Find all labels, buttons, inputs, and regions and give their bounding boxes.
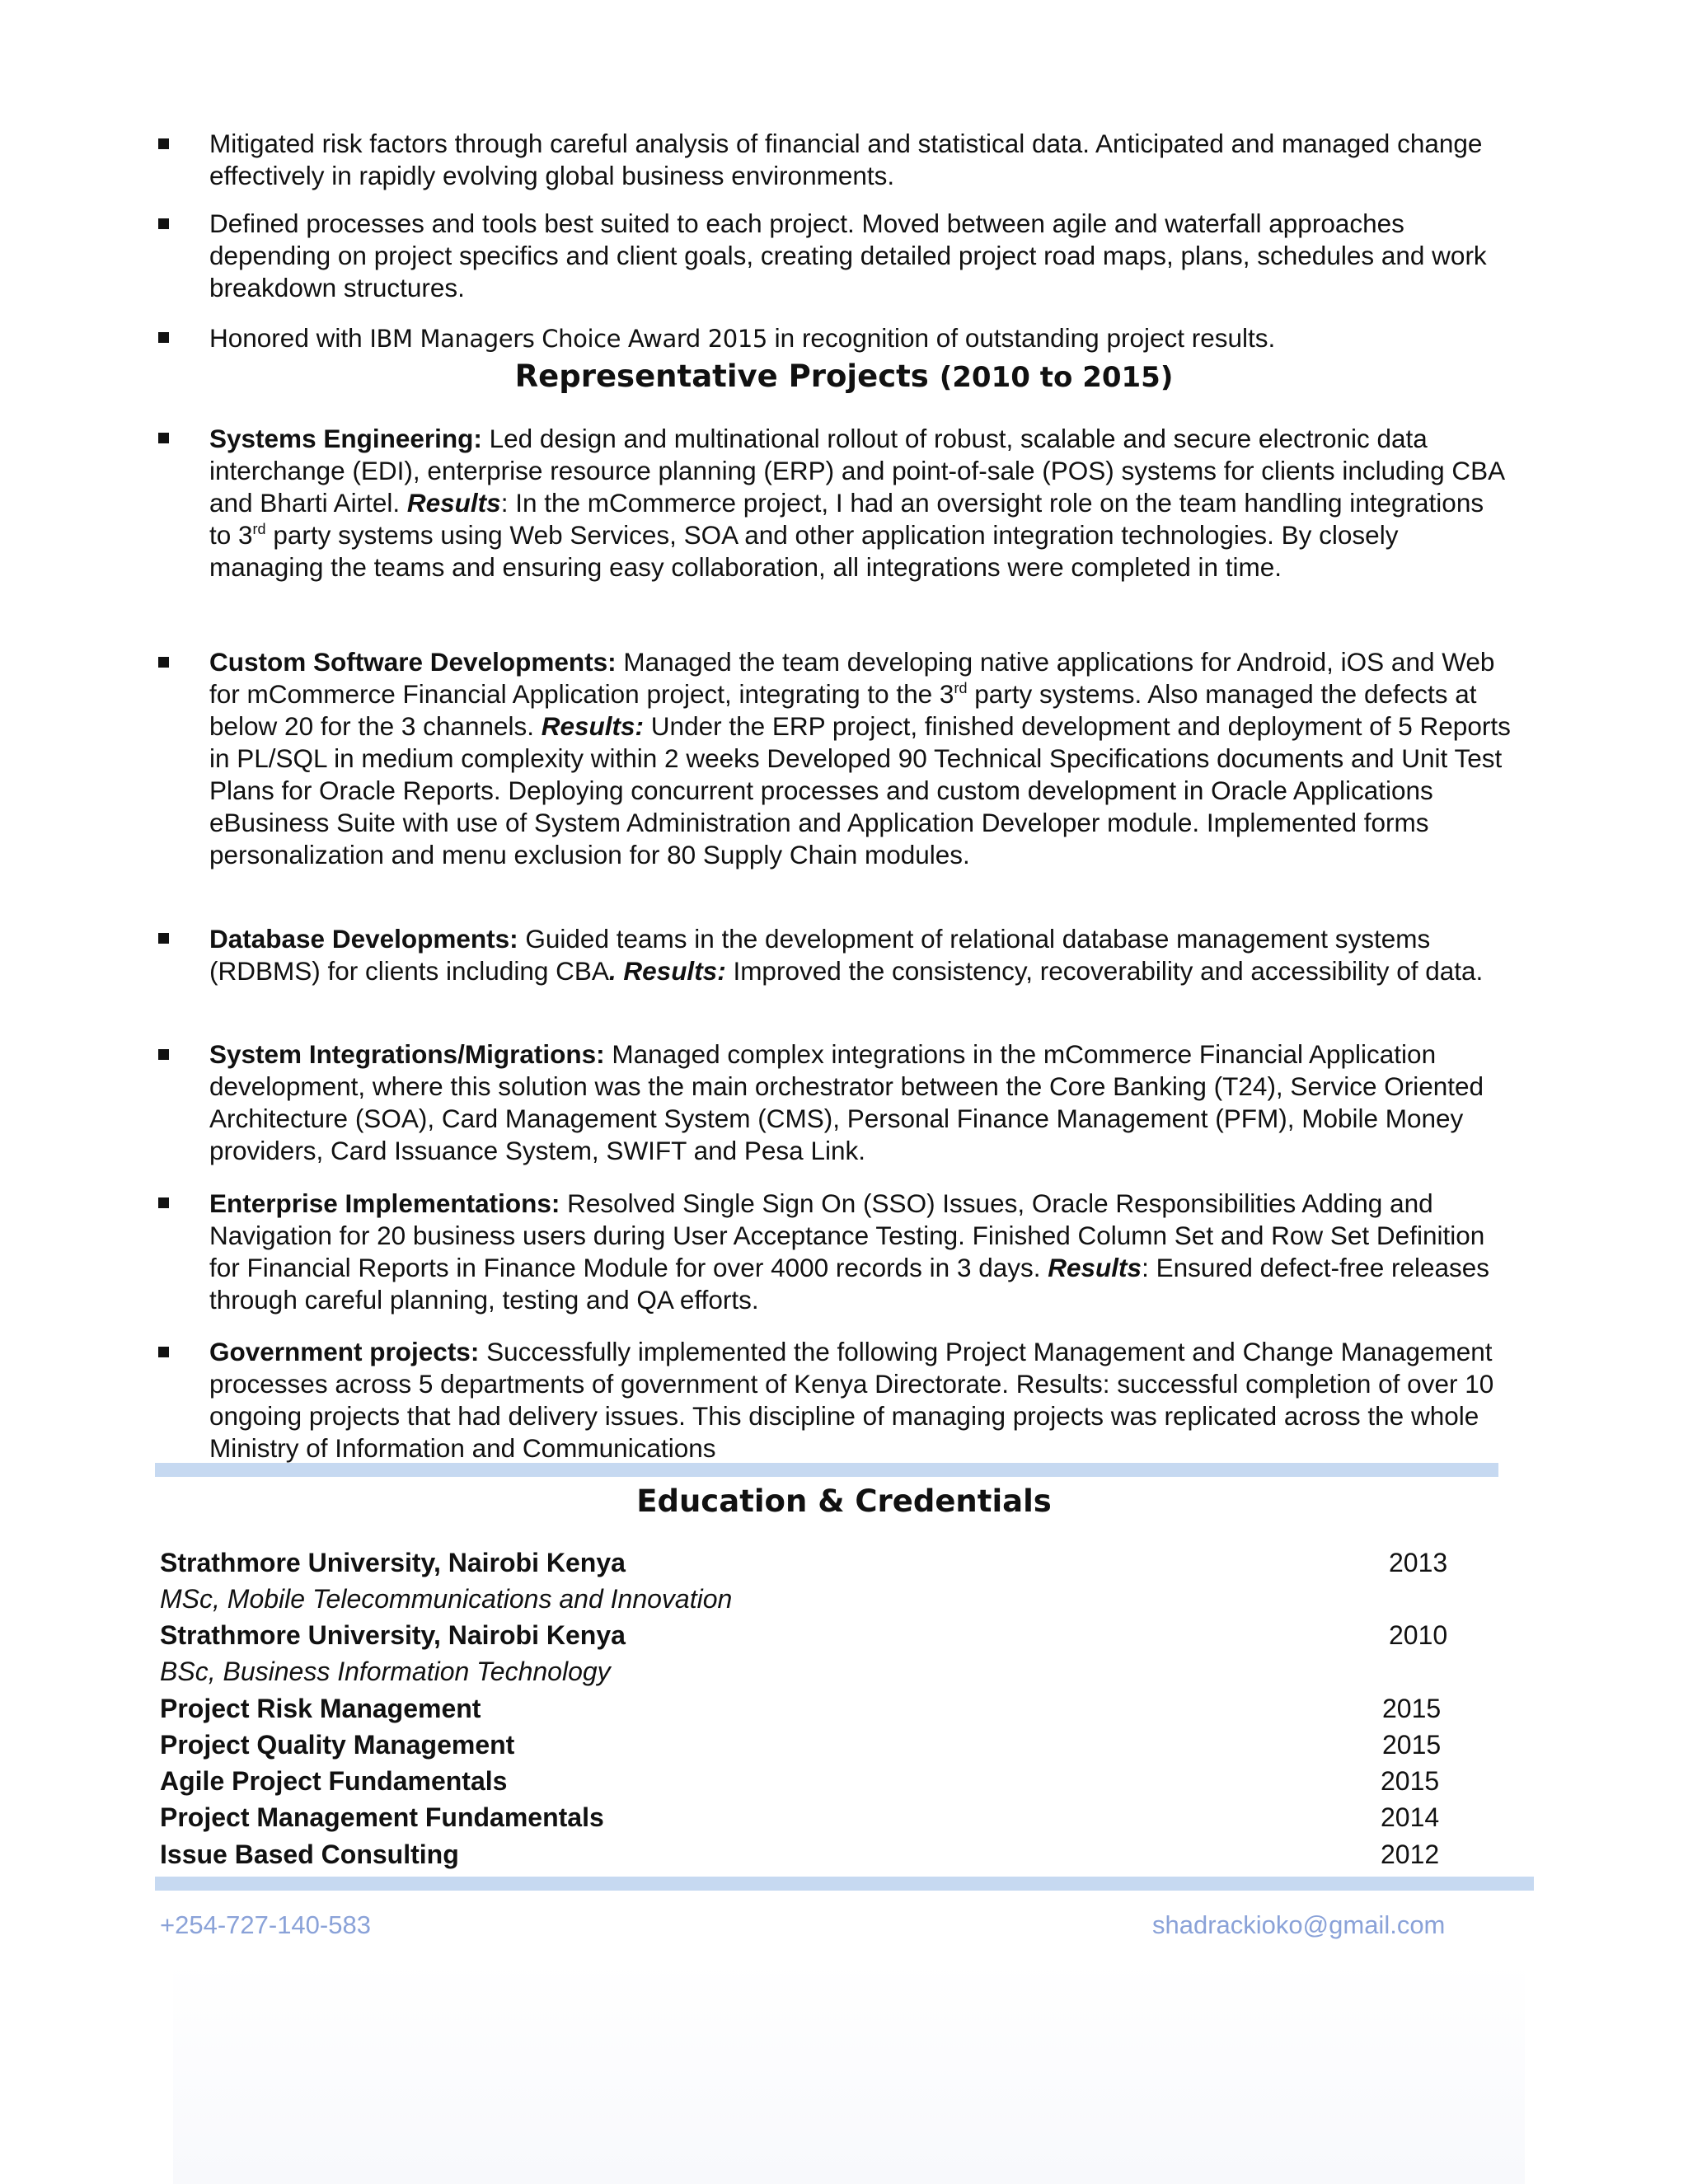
credential-row: Project Quality Management 2015 bbox=[160, 1730, 1442, 1760]
credential-row: Issue Based Consulting 2012 bbox=[160, 1840, 1440, 1869]
bullet-text: Defined processes and tools best suited to each project. Moved between agile and waterfall approaches depending on project specifics and client goals, creating detailed project road maps, plans, schedules and work breakdown structures. bbox=[209, 209, 1487, 302]
project-text: Custom Software Developments: Managed the team developing native applications for Android, iOS and Web for mCommerce Financial Application project, integrating to the 3rd party systems. Also managed the defects at below 20 for the 3 channels. Results: Under the ERP project, finished development and deployment of 5 Reports in PL/SQL in medium complexity within 2 weeks Developed 90 Technical Specifications documents and Unit Test Plans for Oracle Reports. Deploying concurrent processes and custom development in Oracle Applications eBusiness Suite with use of System Administration and Application Developer module. Implemented forms personalization and menu exclusion for 80 Supply Chain modules. bbox=[209, 647, 1511, 869]
phone-number[interactable]: +254-727-140-583 bbox=[160, 1910, 371, 1939]
education-degree: MSc, Mobile Telecommunications and Innovation bbox=[160, 1584, 733, 1614]
education-year: 2013 bbox=[1389, 1548, 1448, 1577]
credential-year: 2015 bbox=[1381, 1766, 1440, 1796]
education-institution: Strathmore University, Nairobi Kenya 2010 bbox=[160, 1620, 1448, 1650]
bullet-text: Mitigated risk factors through careful analysis of financial and statistical data. Anticipated and managed change effectively in rapidly evolving global business environments. bbox=[209, 129, 1483, 190]
square-bullet-icon bbox=[158, 332, 169, 343]
credential-year: 2012 bbox=[1381, 1840, 1440, 1869]
faint-background-block bbox=[173, 1961, 1525, 2184]
square-bullet-icon bbox=[158, 1347, 169, 1357]
credential-year: 2015 bbox=[1382, 1694, 1442, 1723]
square-bullet-icon bbox=[158, 433, 169, 443]
project-text: System Integrations/Migrations: Managed complex integrations in the mCommerce Financial Application development, where this solution was the main orchestrator between the Core Banking (T24), Service Oriented Architecture (SOA), Card Management System (CMS), Personal Finance Management (PFM), Mobile Money providers, Card Issuance System, SWIFT and Pesa Link. bbox=[209, 1039, 1484, 1165]
education-year: 2010 bbox=[1389, 1620, 1448, 1650]
credential-row: Project Risk Management 2015 bbox=[160, 1694, 1442, 1723]
education-institution: Strathmore University, Nairobi Kenya 2013 bbox=[160, 1548, 1448, 1577]
credential-year: 2015 bbox=[1382, 1730, 1442, 1760]
credential-year: 2014 bbox=[1381, 1802, 1440, 1832]
square-bullet-icon bbox=[158, 138, 169, 149]
bullet-text: Honored with IBM Managers Choice Award 2015 in recognition of outstanding project results. bbox=[209, 323, 1276, 353]
project-text: Government projects: Successfully implemented the following Project Management and Change Management processes across 5 departments of government of Kenya Directorate. Results: successful completion of over 10 ongoing projects that had delivery issues. This discipline of managing projects was replicated across the whole Ministry of Information and Communications bbox=[209, 1337, 1494, 1463]
projects-heading: Representative Projects (2010 to 2015) bbox=[514, 359, 1174, 394]
square-bullet-icon bbox=[158, 1197, 169, 1208]
credential-row: Agile Project Fundamentals 2015 bbox=[160, 1766, 1440, 1796]
email-link[interactable]: shadrackioko@gmail.com bbox=[1152, 1910, 1446, 1939]
project-text: Database Developments: Guided teams in the development of relational database management systems (RDBMS) for clients including CBA. Results: Improved the consistency, recoverability and accessibility of data. bbox=[209, 924, 1484, 986]
section-divider bbox=[155, 1463, 1498, 1477]
credential-row: Project Management Fundamentals 2014 bbox=[160, 1802, 1440, 1832]
education-degree: BSc, Business Information Technology bbox=[160, 1657, 611, 1686]
square-bullet-icon bbox=[158, 933, 169, 944]
footer-divider bbox=[155, 1877, 1534, 1891]
square-bullet-icon bbox=[158, 218, 169, 229]
square-bullet-icon bbox=[158, 1049, 169, 1060]
education-heading: Education & Credentials bbox=[636, 1483, 1052, 1519]
project-text: Enterprise Implementations: Resolved Single Sign On (SSO) Issues, Oracle Responsibilities Adding and Navigation for 20 business users during User Acceptance Testing. Finished Column Set and Row Set Definition for Financial Reports in Finance Module for over 4000 records in 3 days. Results: Ensured defect-free releases through careful planning, testing and QA efforts. bbox=[209, 1188, 1490, 1315]
square-bullet-icon bbox=[158, 657, 169, 668]
project-text: Systems Engineering: Led design and multinational rollout of robust, scalable and secure electronic data interchange (EDI), enterprise resource planning (ERP) and point-of-sale (POS) systems for clients including CBA and Bharti Airtel. Results: In the mCommerce project, I had an oversight role on the team handling integrations to 3rd party systems using Web Services, SOA and other application integration technologies. By closely managing the teams and ensuring easy collaboration, all integrations were completed in time. bbox=[209, 424, 1504, 582]
